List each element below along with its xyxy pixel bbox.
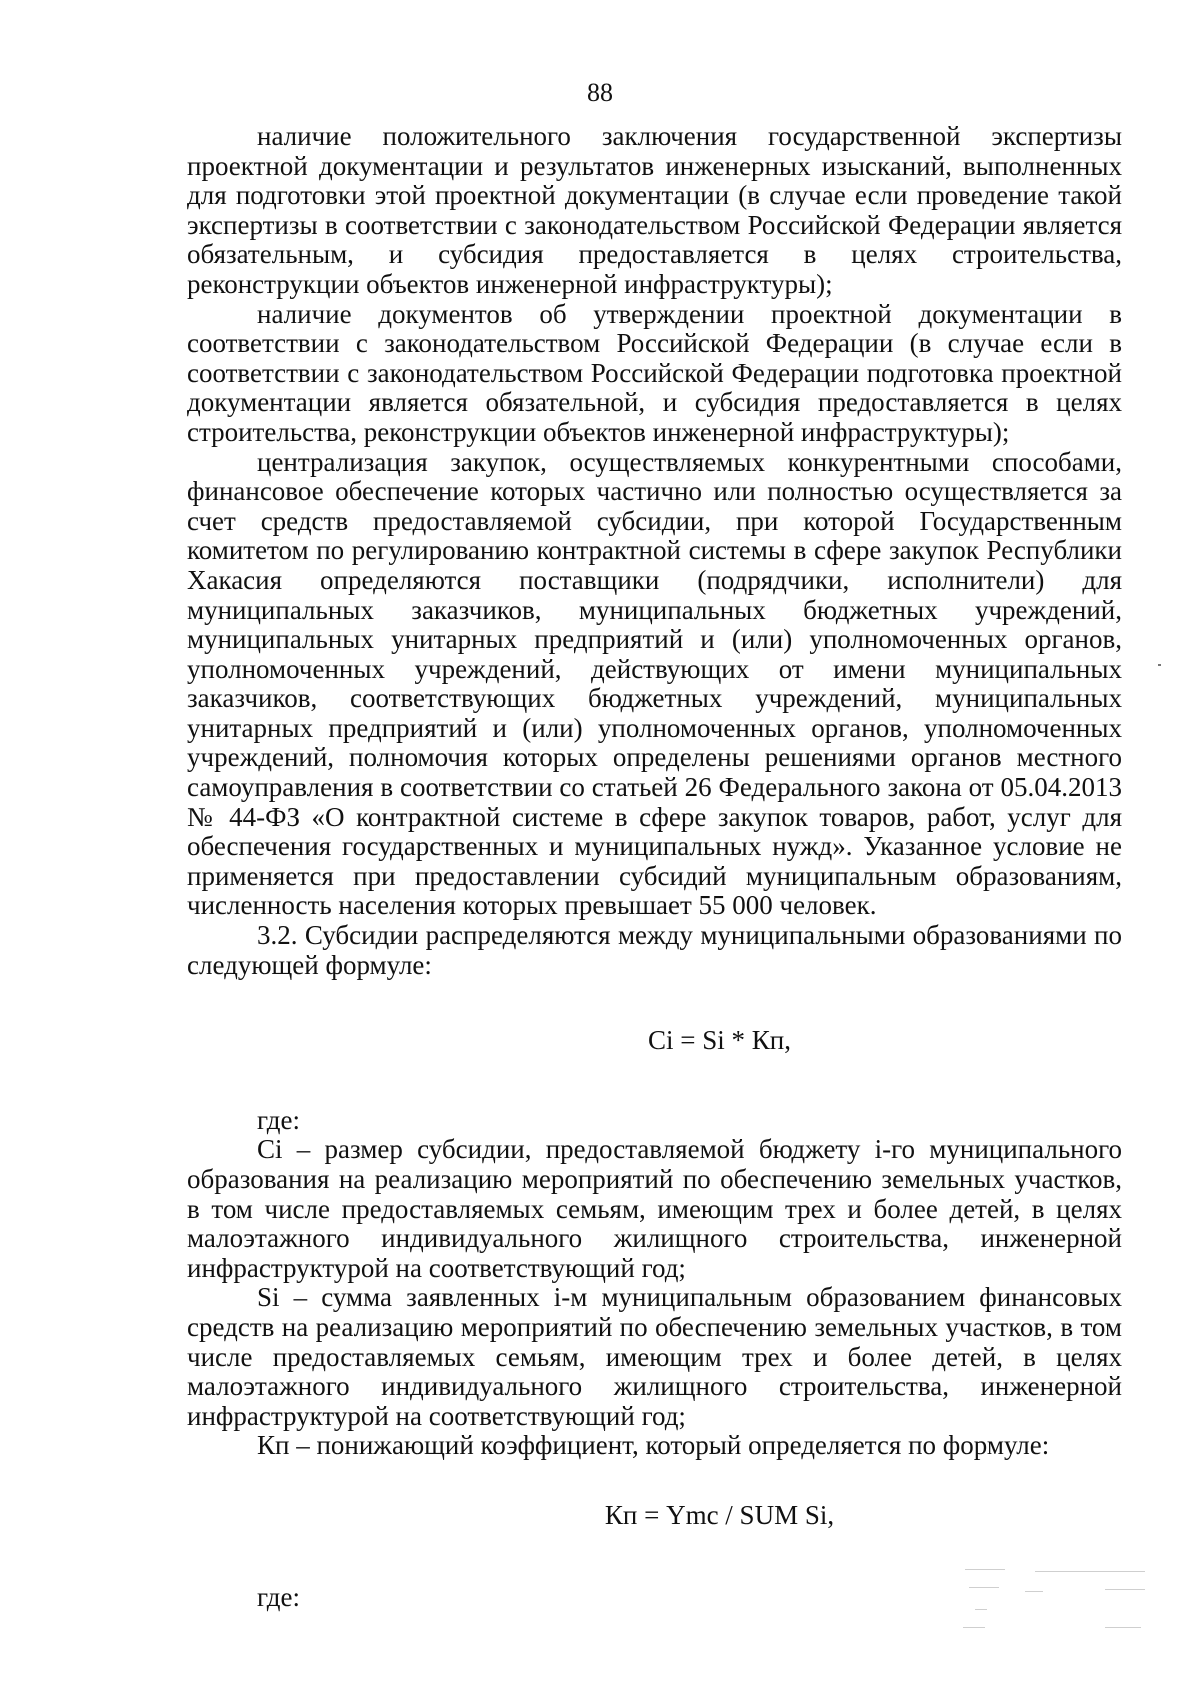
where-label: где: bbox=[257, 1104, 300, 1135]
page-number: 88 bbox=[587, 78, 613, 107]
formula-subsidy: Ci = Si * Кп, bbox=[648, 1025, 791, 1056]
document-body bbox=[187, 122, 1122, 1612]
definition-kp: Кп – понижающий коэффициент, который определяется по формуле: bbox=[257, 1430, 1050, 1461]
definition-ci: Ci – размер субсидии, предоставляемой бюджету i-го муниципального образования на реализацию мероприятий по обеспечению земельных участков, в том числе предоставляемых семьям, имеющим трех и более детей, в целях малоэтажного индивидуального жилищного строительства, инженерной инфраструктурой на соответствующий год; bbox=[187, 1134, 1122, 1283]
scan-artifact bbox=[955, 1565, 1155, 1635]
paragraph-expertise-condition: наличие положительного заключения государственной экспертизы проектной документации и результатов инженерных изысканий, выполненных для подготовки этой проектной документации (в случае если проведение такой экспертизы в соответствии с законодательством Российской Федерации является обязательным, и субсидия предоставляется в целях строительства, реконструкции объектов инженерной инфраструктуры); bbox=[187, 121, 1122, 299]
formula-coefficient: Кп = Ymc / SUM Si, bbox=[604, 1499, 835, 1530]
paragraph-approval-documents: наличие документов об утверждении проектной документации в соответствии с законодательством Российской Федерации (в случае если в соответствии с законодательством Российской Федерации подготовка проектной документации является обязательной, и субсидия предоставляется в целях строительства, реконструкции объектов инженерной инфраструктуры); bbox=[187, 298, 1122, 447]
where-label-2: где: bbox=[257, 1581, 300, 1612]
scan-speck bbox=[1158, 664, 1161, 666]
paragraph-procurement-centralization: централизация закупок, осуществляемых конкурентными способами, финансовое обеспечение которых частично или полностью осуществляется за счет средств предоставляемой субсидии, при которой Государственным комитетом по регулированию контрактной системы в сфере закупок Республики Хакасия определяются поставщики (подрядчики, исполнители) для муниципальных заказчиков, муниципальных бюджетных учреждений, муниципальных унитарных предприятий и (или) уполномоченных органов, уполномоченных учреждений, действующих от имени муниципальных заказчиков, соответствующих бюджетных учреждений, муниципальных унитарных предприятий и (или) уполномоченных органов, уполномоченных учреждений, полномочия которых определены решениями органов местного самоуправления в соответствии со статьей 26 Федерального закона от 05.04.2013 № 44-ФЗ «О контрактной системе в сфере закупок товаров, работ, услуг для обеспечения государственных и муниципальных нужд». Указанное условие не применяется при предоставлении субсидий муниципальным образованиям, численность населения которых превышает 55 000 человек. bbox=[187, 446, 1122, 921]
paragraph-distribution-rule: 3.2. Субсидии распределяются между муниципальными образованиями по следующей формуле: bbox=[187, 920, 1122, 980]
definition-si: Si – сумма заявленных i-м муниципальным образованием финансовых средств на реализацию мероприятий по обеспечению земельных участков, в том числе предоставляемых семьям, имеющим трех и более детей, в целях малоэтажного индивидуального жилищного строительства, инженерной инфраструктурой на соответствующий год; bbox=[187, 1282, 1122, 1431]
